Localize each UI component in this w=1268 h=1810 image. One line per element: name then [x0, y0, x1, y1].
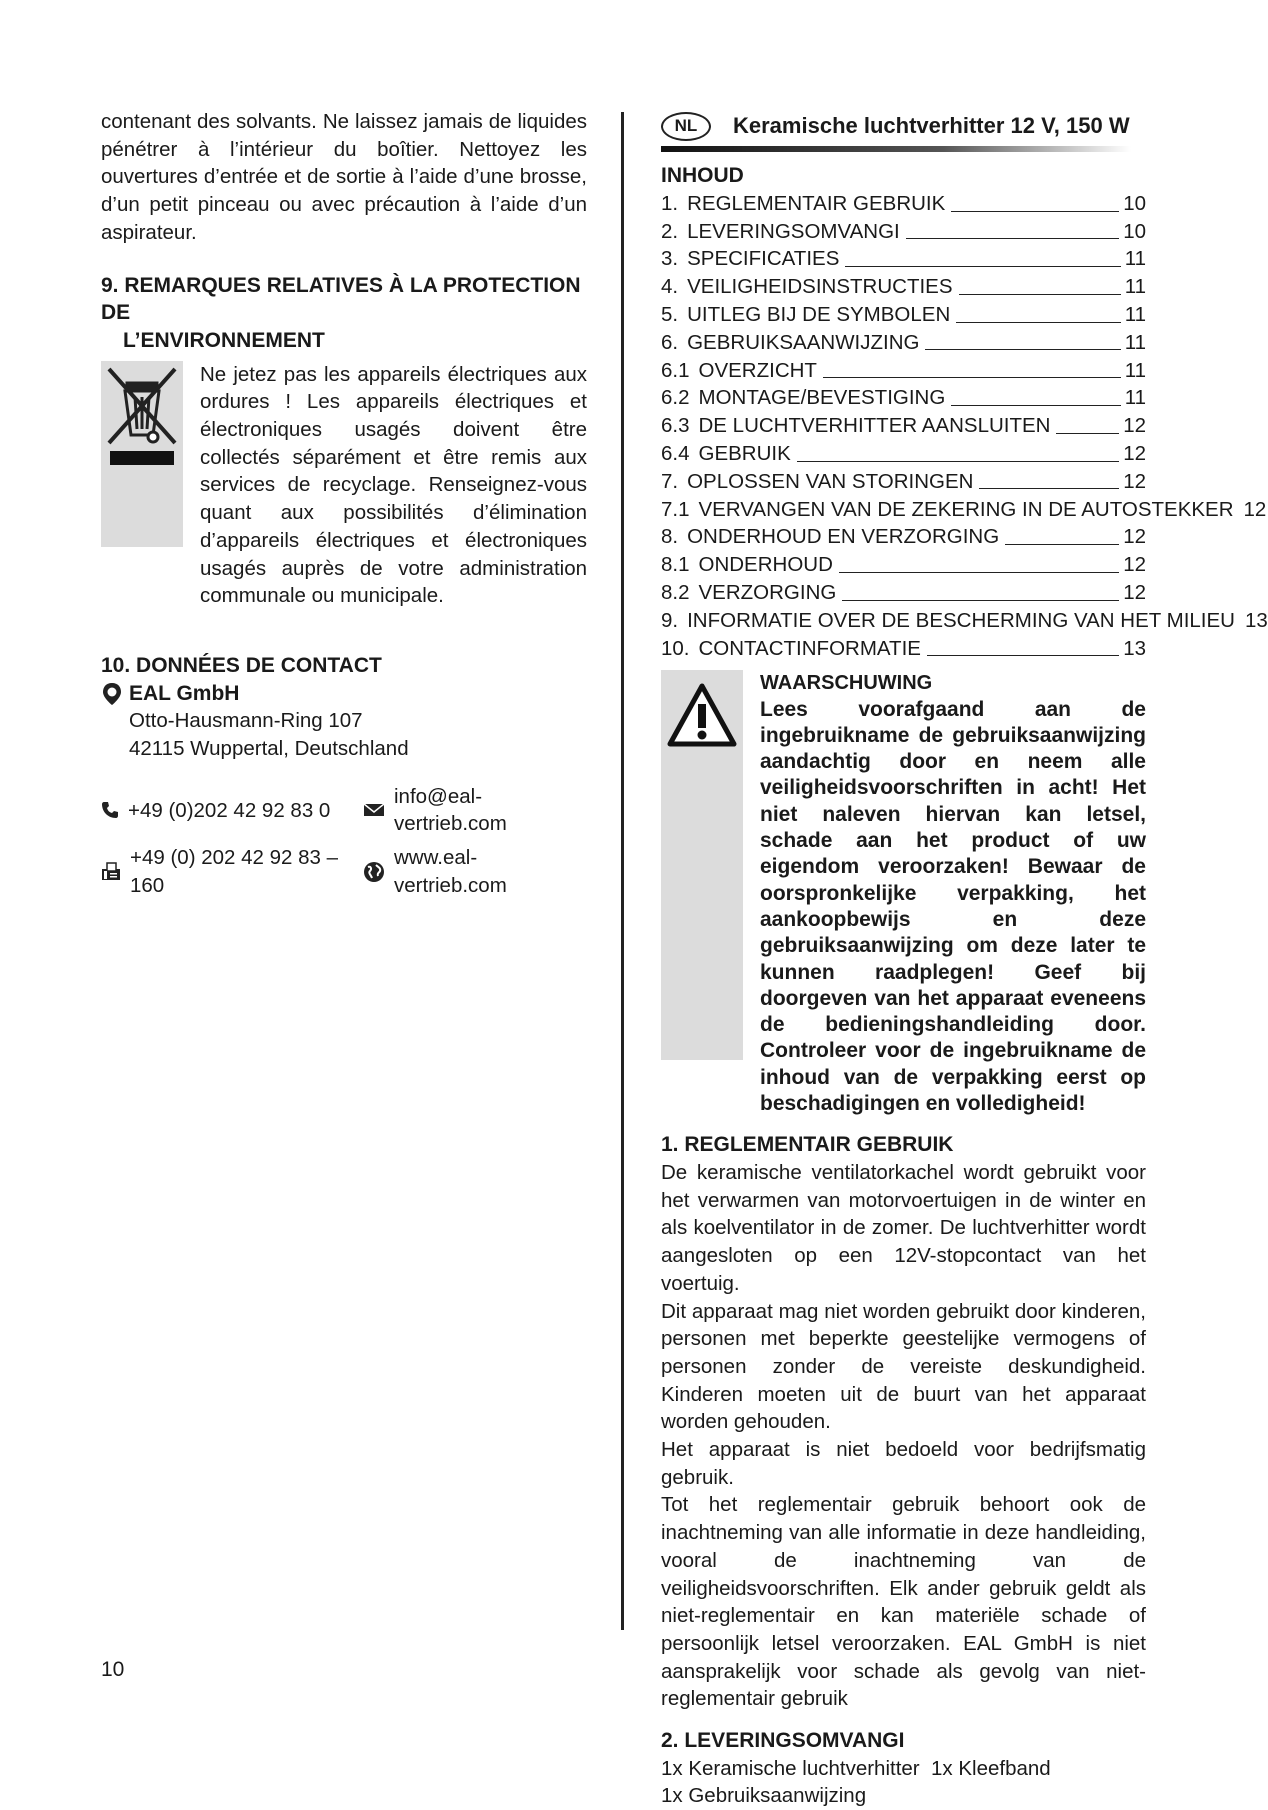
toc-leader-line	[927, 655, 1119, 656]
email-address[interactable]: info@eal-vertrieb.com	[394, 784, 507, 836]
toc-leader-line	[959, 294, 1121, 295]
toc-entry[interactable]	[661, 523, 1146, 551]
toc-entry-number: 6.	[661, 330, 679, 354]
toc-entry-page: 11	[1124, 275, 1146, 299]
toc-entry[interactable]	[661, 634, 1146, 662]
weee-notice	[101, 361, 587, 610]
toc-entry-label: MONTAGE/BEVESTIGING	[698, 386, 946, 410]
page-number: 10	[101, 1658, 125, 1681]
delivery-line-1: 1x Keramische luchtverhitter 1x Kleefband	[661, 1756, 1051, 1780]
toc-entry-number: 6.1	[661, 358, 690, 382]
toc-entry[interactable]	[661, 245, 1146, 273]
toc-entry[interactable]	[661, 579, 1146, 607]
toc-entry-label: ONDERHOUD EN VERZORGING	[687, 525, 1000, 549]
section9-heading-line1: 9. REMARQUES RELATIVES À LA PROTECTION DE	[101, 273, 581, 325]
toc-entry-page: 13	[1244, 608, 1268, 632]
toc-entry-label: ONDERHOUD	[698, 553, 833, 577]
toc-entry[interactable]	[661, 468, 1146, 496]
toc-leader-line	[906, 238, 1119, 239]
phone-contact	[101, 783, 363, 838]
toc-leader-line	[797, 461, 1119, 462]
language-badge: NL	[661, 112, 711, 141]
section1-paragraph-4: Tot het reglementair gebruik behoort ook de inachtneming van alle informatie in deze handleiding, vooral de inachtneming van de veiligheidsvoorschriften. Elk ander gebruik geldt als niet-reglementair en kan materiële schade of persoonlijk letsel veroorzaken. EAL GmbH is niet aansprakelijk voor schade als gevolg van niet-reglementair gebruik	[661, 1493, 1146, 1711]
left-column	[101, 108, 587, 900]
toc-entry-page: 12	[1123, 580, 1146, 604]
section1-paragraph-3: Het apparaat is niet bedoeld voor bedrijfsmatig gebruik.	[661, 1438, 1146, 1489]
section9-heading-line2: L’ENVIRONNEMENT	[123, 328, 325, 352]
toc-entry[interactable]	[661, 607, 1268, 635]
toc-leader-line	[845, 266, 1120, 267]
toc-leader-line	[979, 488, 1119, 489]
toc-entry[interactable]	[661, 301, 1146, 329]
toc-entry-label: LEVERINGSOMVANGI	[687, 219, 900, 243]
document-title: Keramische luchtverhitter 12 V, 150 W	[733, 113, 1130, 139]
toc-entry-number: 1.	[661, 191, 679, 215]
toc-entry-label: OPLOSSEN VAN STORINGEN	[687, 469, 974, 493]
globe-icon	[363, 861, 385, 883]
column-divider	[621, 112, 624, 1630]
toc-entry-page: 12	[1243, 497, 1267, 521]
toc-entry-page: 10	[1123, 219, 1146, 243]
envelope-icon	[363, 802, 385, 818]
toc-entry-number: 8.	[661, 525, 679, 549]
toc-entry-page: 11	[1124, 358, 1146, 382]
warning-icon-panel	[661, 670, 743, 1060]
location-pin-icon	[101, 682, 123, 706]
warning-box	[661, 670, 1146, 1117]
toc-entry[interactable]	[661, 190, 1146, 218]
toc-entry[interactable]	[661, 329, 1146, 357]
toc-leader-line	[839, 572, 1119, 573]
toc-entry-label: SPECIFICATIES	[687, 247, 840, 271]
city-address: 42115 Wuppertal, Deutschland	[129, 737, 409, 761]
phone-icon	[101, 801, 119, 819]
toc-entry-number: 2.	[661, 219, 679, 243]
section10-heading: 10. DONNÉES DE CONTACT	[101, 653, 382, 677]
website-contact	[363, 844, 587, 899]
section1-paragraph-2: Dit apparaat mag niet worden gebruikt door kinderen, personen met beperkte geestelijke vermogens of personen zonder de vereiste deskundigheid. Kinderen moeten uit de buurt van het apparaat worden gehouden.	[661, 1299, 1146, 1434]
toc-entry-page: 11	[1124, 302, 1146, 326]
toc-leader-line	[823, 377, 1121, 378]
section2-heading: 2. LEVERINGSOMVANGI	[661, 1729, 905, 1753]
website-url[interactable]: www.eal-vertrieb.com	[394, 846, 507, 897]
toc-entry-number: 3.	[661, 247, 679, 271]
toc-entry-label: DE LUCHTVERHITTER AANSLUITEN	[698, 414, 1051, 438]
toc-entry-label: REGLEMENTAIR GEBRUIK	[687, 191, 946, 215]
toc-entry-label: GEBRUIK	[698, 441, 791, 465]
toc-leader-line	[1005, 544, 1119, 545]
section1-heading: 1. REGLEMENTAIR GEBRUIK	[661, 1133, 954, 1157]
toc-entry-number: 4.	[661, 275, 679, 299]
toc-entry-label: INFORMATIE OVER DE BESCHERMING VAN HET MILIEU	[687, 608, 1235, 632]
warning-content	[760, 670, 1146, 1117]
toc-entry-number: 7.	[661, 469, 679, 493]
toc-entry[interactable]	[661, 356, 1146, 384]
toc-entry-number: 5.	[661, 302, 679, 326]
email-contact	[363, 783, 587, 838]
company-row	[101, 680, 587, 708]
toc-entry[interactable]	[661, 412, 1146, 440]
toc-leader-line	[1056, 433, 1119, 434]
warning-text: Lees voorafgaand aan de ingebruikname de gebruiksaanwijzing aandachtig door en neem alle veiligheidsvoorschriften in acht! Het niet naleven hiervan kan letsel, schade aan het product of uw eigendom veroorzaken! Bewaar de oorspronkelijke verpakking, het aankoopbewijs en deze gebruiksaanwijzing om deze later te kunnen raadplegen! Geef bij doorgeven van het apparaat eveneens de bedieningshandleiding door. Controleer voor de ingebruikname de inhoud van de verpakking eerst op beschadigingen en volledigheid!	[760, 697, 1146, 1115]
title-underline	[661, 146, 1131, 152]
toc-entry[interactable]	[661, 384, 1146, 412]
section9-text: Ne jetez pas les appareils électriques aux ordures ! Les appareils électriques et électroniques usagés doivent être collectés séparément et être remis aux services de recyclage. Renseignez-vous quant aux possibilités d’élimination d’appareils électriques et électroniques usagés auprès de votre administration communale ou municipale.	[200, 362, 587, 608]
toc-leader-line	[925, 349, 1120, 350]
table-of-contents	[661, 190, 1268, 663]
toc-entry-page: 11	[1124, 330, 1146, 354]
fax-number: +49 (0) 202 42 92 83 – 160	[130, 846, 339, 897]
toc-entry-number: 7.1	[661, 497, 690, 521]
toc-entry-label: CONTACTINFORMATIE	[698, 636, 921, 660]
warning-triangle-icon	[666, 682, 738, 748]
fax-icon	[101, 862, 121, 882]
phone-number: +49 (0)202 42 92 83 0	[128, 798, 331, 822]
toc-leader-line	[951, 211, 1119, 212]
delivery-line-2: 1x Gebruiksaanwijzing	[661, 1784, 867, 1808]
toc-leader-line	[956, 322, 1120, 323]
toc-entry[interactable]	[661, 273, 1146, 301]
intro-paragraph: contenant des solvants. Ne laissez jamais de liquides pénétrer à l’intérieur du boîtier. Nettoyez les ouvertures d’entrée et de sortie à l’aide d’une brosse, d’un petit pinceau ou avec précaution à l’aide d’un aspirateur.	[101, 110, 587, 244]
toc-entry-label: GEBRUIKSAANWIJZING	[687, 330, 920, 354]
toc-entry[interactable]	[661, 440, 1146, 468]
toc-entry-label: UITLEG BIJ DE SYMBOLEN	[687, 302, 951, 326]
document-title-row	[661, 108, 1146, 144]
right-column	[661, 108, 1268, 1810]
toc-entry[interactable]	[661, 218, 1146, 246]
warning-title: WAARSCHUWING	[760, 672, 933, 695]
toc-entry-number: 6.2	[661, 386, 690, 410]
toc-entry-number: 9.	[661, 608, 679, 632]
street-address: Otto-Hausmann-Ring 107	[129, 709, 363, 733]
toc-entry-number: 6.3	[661, 414, 690, 438]
toc-entry-page: 12	[1123, 469, 1146, 493]
toc-entry[interactable]	[661, 495, 1267, 523]
toc-entry-label: VEILIGHEIDSINSTRUCTIES	[687, 275, 953, 299]
toc-entry-page: 12	[1123, 414, 1146, 438]
toc-leader-line	[951, 405, 1120, 406]
toc-entry-page: 13	[1123, 636, 1146, 660]
toc-entry-label: OVERZICHT	[698, 358, 817, 382]
section1-paragraph-1: De keramische ventilatorkachel wordt gebruikt voor het verwarmen van motorvoertuigen in de winter en als koelventilator in de zomer. De luchtverhitter wordt aangesloten op een 12V-stopcontact van het voertuig.	[661, 1161, 1146, 1295]
toc-entry-page: 11	[1124, 386, 1146, 410]
contact-grid	[101, 783, 587, 900]
toc-entry-page: 12	[1123, 553, 1146, 577]
fax-contact	[101, 844, 363, 899]
toc-entry-page: 12	[1123, 441, 1146, 465]
toc-entry[interactable]	[661, 551, 1146, 579]
toc-heading: INHOUD	[661, 164, 744, 187]
section9-heading	[101, 272, 587, 355]
toc-entry-number: 8.2	[661, 580, 690, 604]
toc-entry-number: 10.	[661, 636, 690, 660]
toc-leader-line	[842, 600, 1119, 601]
toc-entry-label: VERVANGEN VAN DE ZEKERING IN DE AUTOSTEKKER	[698, 497, 1234, 521]
toc-entry-page: 12	[1123, 525, 1146, 549]
toc-entry-page: 10	[1123, 191, 1146, 215]
toc-entry-number: 8.1	[661, 553, 690, 577]
weee-bin-icon	[101, 361, 183, 547]
toc-entry-number: 6.4	[661, 441, 690, 465]
company-name: EAL GmbH	[129, 681, 240, 705]
toc-entry-label: VERZORGING	[698, 580, 837, 604]
toc-entry-page: 11	[1124, 247, 1146, 271]
